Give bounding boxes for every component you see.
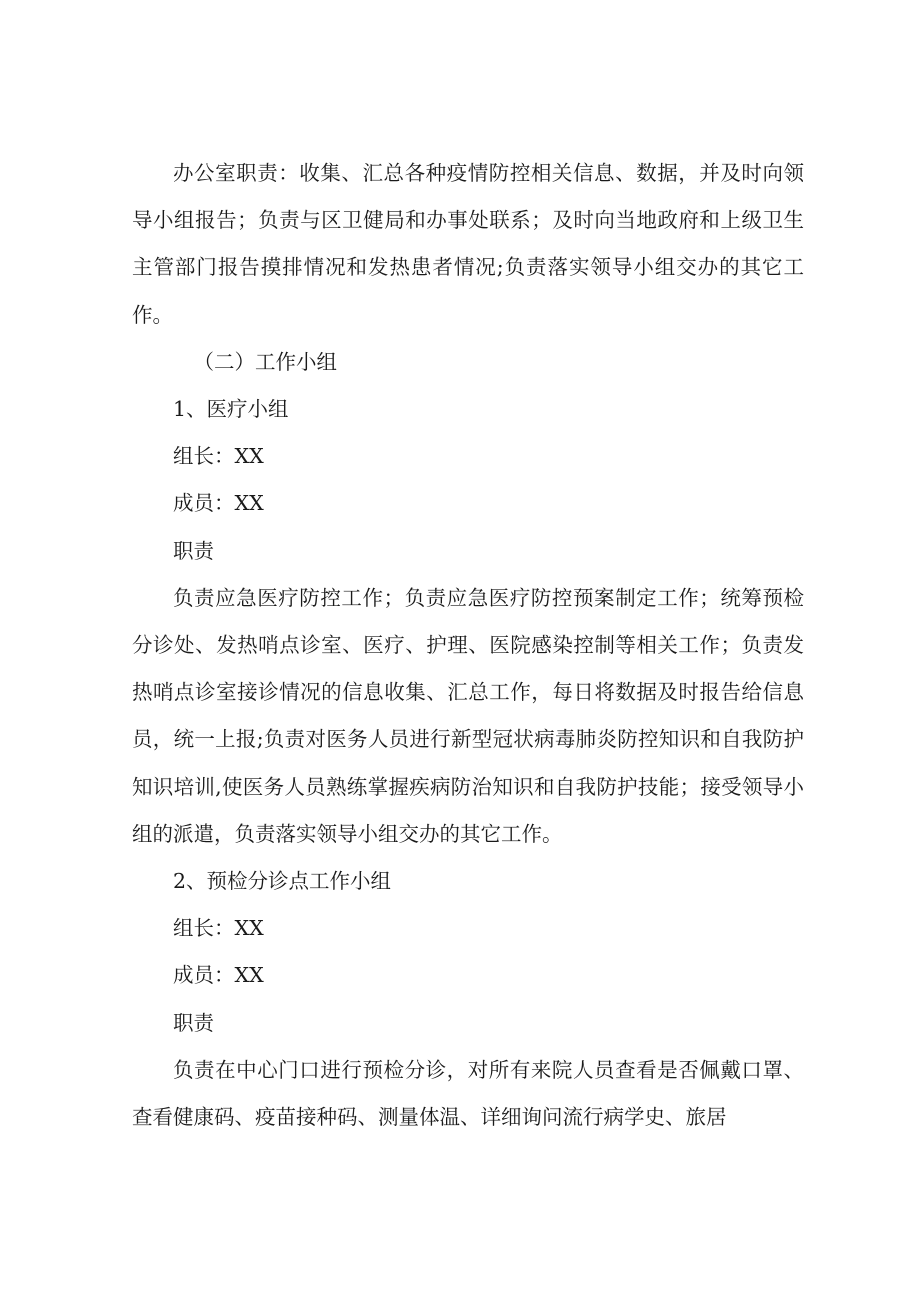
group2-duty-label: 职责 [173,1010,214,1035]
group1-duty-paragraph: 负责应急医疗防控工作；负责应急医疗防控预案制定工作；统筹预检分诊处、发热哨点诊室、医疗、护理、医院感染控制等相关工作；负责发热哨点诊室接诊情况的信息收集、汇总工作，每日将数据及时报告给信息员，统一上报;负责对医务人员进行新型冠状病毒肺炎防控知识和自我防护知识培训,使医务人员熟练掌握疾病防治知识和自我防护技能；接受领导小组的派遣，负责落实领导小组交办的其它工作。 [132,585,804,846]
group2-members: 成员：XX [173,963,264,988]
group1-duty-label: 职责 [173,538,214,563]
group1-members: 成员：XX [173,491,264,516]
group2-title: 2、预检分诊点工作小组 [173,869,392,894]
group1-title: 1、医疗小组 [173,397,289,422]
document-body [132,150,804,1141]
group2-leader: 组长：XX [173,916,264,941]
group2-duty-paragraph: 负责在中心门口进行预检分诊，对所有来院人员查看是否佩戴口罩、查看健康码、疫苗接种码、测量体温、详细询问流行病学史、旅居 [132,1057,804,1130]
section-two-heading: （二）工作小组 [193,349,337,374]
office-duty-paragraph: 办公室职责：收集、汇总各种疫情防控相关信息、数据，并及时向领导小组报告；负责与区卫健局和办事处联系；及时向当地政府和上级卫生主管部门报告摸排情况和发热患者情况;负责落实领导小组交办的其它工作。 [132,161,804,327]
group1-leader: 组长：XX [173,444,264,469]
